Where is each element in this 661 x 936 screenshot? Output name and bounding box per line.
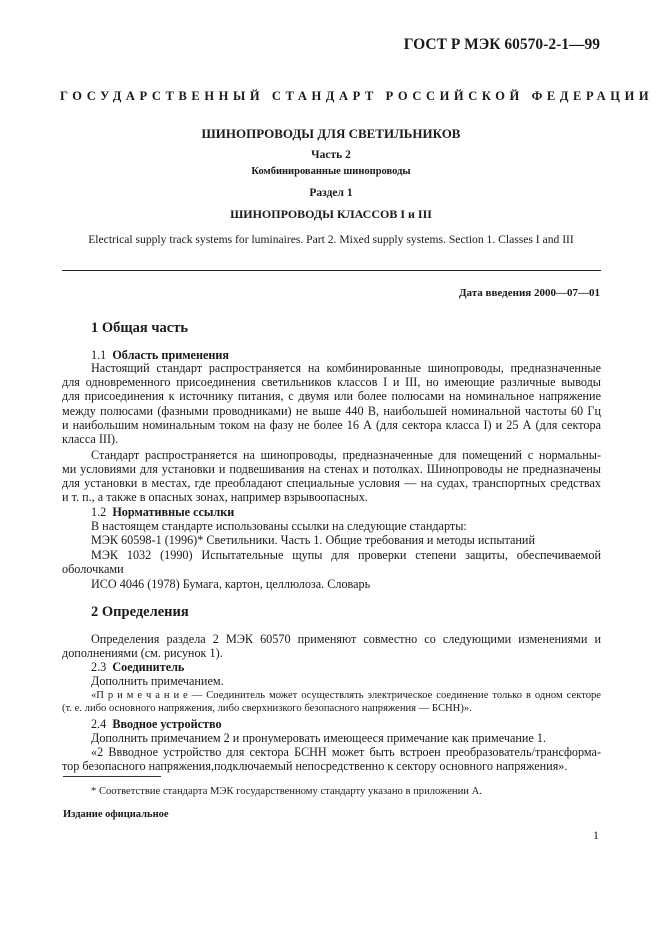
text-line: дополнениями (см. рисунок 1). — [62, 646, 223, 660]
text-line: для присоединения к источнику питания, с двумя или более полюсами на номинальное напряжение — [62, 389, 601, 403]
text-line: и наибольшим номинальным током на фазу не более 16 А (для сектора класса I) и 25 А (для сектора — [62, 418, 601, 432]
title-section: Раздел 1 — [309, 187, 353, 199]
quote-line: тор безопасного напряжения,подключаемый непосредственно к сектору основного напряжения». — [62, 759, 568, 773]
title-section-name: ШИНОПРОВОДЫ КЛАССОВ I и III — [230, 207, 432, 221]
title-main: ШИНОПРОВОДЫ ДЛЯ СВЕТИЛЬНИКОВ — [201, 126, 461, 141]
subsection-2-3 — [91, 660, 184, 674]
title-part: Часть 2 — [311, 149, 351, 161]
text-line: ми условиями для установки и подвешивания на стенах и потолках. Шинопроводы не предназначены — [62, 462, 601, 476]
edition-label: Издание официальное — [63, 809, 169, 820]
subsection-2-4 — [91, 717, 222, 731]
introduction-date: Дата введения 2000—07—01 — [458, 287, 600, 299]
subsection-number: 1.1 — [91, 348, 107, 362]
reference-item: МЭК 60598-1 (1996)* Светильники. Часть 1. Общие требования и методы испытаний — [91, 533, 535, 547]
text-line: Определения раздела 2 МЭК 60570 применяют совместно со следующими изменениями и — [91, 632, 601, 646]
text-line: и т. п., а также в опасных зонах, например взрывоопасных. — [62, 490, 368, 504]
text-line: для установки в местах, где преобладают специальные условия — на судах, транспортных средствах — [62, 476, 601, 490]
subsection-title: Нормативные ссылки — [112, 505, 235, 519]
text-line: между полюсами (фазными проводниками) не выше 440 В, наибольшей номинальной частоты 60 Гц — [62, 404, 601, 418]
footnote: * Соответствие стандарта МЭК государственному стандарту указано в приложении А. — [91, 786, 482, 797]
state-standard-line: ГОСУДАРСТВЕННЫЙ СТАНДАРТ РОССИЙСКОЙ ФЕДЕРАЦИИ — [60, 89, 654, 103]
title-english: Electrical supply track systems for luminaires. Part 2. Mixed supply systems. Section 1. Classes I and III — [88, 233, 574, 246]
subsection-number: 2.4 — [91, 717, 107, 731]
subsection-title: Соединитель — [112, 660, 185, 674]
quote-line: «2 Ввводное устройство для сектора БСНН может быть встроен преобразователь/трансформа- — [91, 745, 601, 759]
note-line: (т. е. либо основного напряжения, либо сверхнизкого безопасного напряжения — БСНН)». — [62, 703, 472, 714]
text-line: класса III). — [62, 432, 119, 446]
footnote-divider — [63, 776, 161, 777]
subsection-number: 2.3 — [91, 660, 107, 674]
title-part-name: Комбинированные шинопроводы — [251, 166, 411, 177]
reference-item: ИСО 4046 (1978) Бумага, картон, целлюлоза. Словарь — [91, 577, 371, 591]
section-2-heading: 2 Определения — [91, 604, 189, 620]
text-line: В настоящем стандарте использованы ссылки на следующие стандарты: — [91, 519, 467, 533]
standard-code: ГОСТ Р МЭК 60570-2-1—99 — [403, 36, 600, 53]
subsection-title: Вводное устройство — [112, 717, 222, 731]
reference-item-cont: оболочками — [62, 562, 124, 576]
title-divider — [62, 270, 601, 271]
reference-item: МЭК 1032 (1990) Испытательные щупы для проверки степени защиты, обеспечиваемой — [91, 548, 601, 562]
subsection-1-2 — [91, 505, 234, 519]
text-line: Дополнить примечанием 2 и пронумеровать имеющееся примечание как примечание 1. — [91, 731, 546, 745]
text-line: Дополнить примечанием. — [91, 674, 224, 688]
text-line: Настоящий стандарт распространяется на комбинированные шинопроводы, предназначенные — [91, 361, 601, 375]
section-1-heading: 1 Общая часть — [91, 320, 189, 336]
text-line: Стандарт распространяется на шинопроводы, предназначенные для помещений с нормальны- — [91, 448, 601, 462]
page-number: 1 — [593, 828, 599, 842]
text-line: для одновременного присоединения светильников классов I и III, но имеющие различные выводы — [62, 375, 601, 389]
subsection-title: Область применения — [112, 348, 230, 362]
subsection-number: 1.2 — [91, 505, 107, 519]
note-line: «П р и м е ч а н и е — Соединитель может осуществлять электрическое соединение только в одном секторе — [91, 690, 601, 701]
